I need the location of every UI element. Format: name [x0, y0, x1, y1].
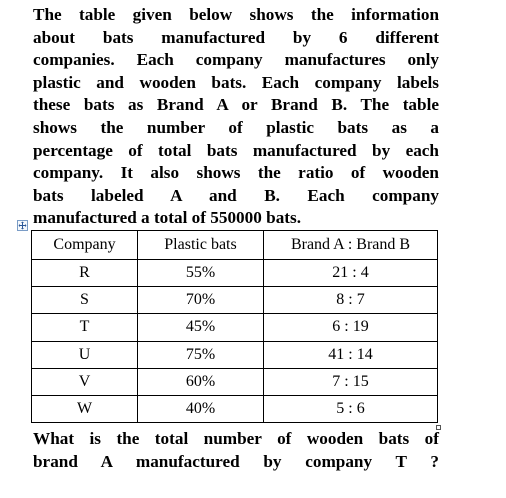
cell-plastic: 55%: [138, 260, 264, 287]
table-row: [32, 368, 438, 395]
table-row: [32, 287, 438, 314]
header-company: Company: [32, 231, 138, 260]
cell-plastic: 75%: [138, 341, 264, 368]
intro-line-1: The table given below shows the information: [33, 5, 439, 24]
cell-company: T: [32, 314, 138, 341]
cell-ratio: 6 : 19: [264, 314, 438, 341]
cell-company: R: [32, 260, 138, 287]
intro-line-4: plastic and wooden bats. Each company labels: [33, 72, 439, 92]
cell-company: S: [32, 287, 138, 314]
cell-ratio: 8 : 7: [264, 287, 438, 314]
cell-company: U: [32, 341, 138, 368]
table-row: [32, 395, 438, 422]
cell-ratio: 7 : 15: [264, 368, 438, 395]
cell-ratio: 5 : 6: [264, 395, 438, 422]
question-line-1: What is the total number of wooden bats of: [33, 429, 439, 448]
question-line-2: brand A manufactured by company T ?: [33, 452, 439, 471]
cell-plastic: 40%: [138, 395, 264, 422]
cell-ratio: 41 : 14: [264, 341, 438, 368]
cell-plastic: 45%: [138, 314, 264, 341]
table-row: [32, 341, 438, 368]
question-paragraph: [33, 427, 439, 473]
cell-company: W: [32, 395, 138, 422]
table-header-row: [32, 231, 438, 260]
bats-table: [31, 230, 438, 423]
cell-plastic: 60%: [138, 368, 264, 395]
cell-company: V: [32, 368, 138, 395]
table-row: [32, 314, 438, 341]
intro-line-9: bats labeled A and B. Each company: [33, 185, 439, 205]
move-arrows-icon[interactable]: [17, 220, 28, 231]
cell-plastic: 70%: [138, 287, 264, 314]
intro-line-5: these bats as Brand A or Brand B. The table: [33, 95, 439, 115]
intro-line-8: company. It also shows the ratio of wooden: [33, 163, 439, 183]
intro-paragraph: [33, 4, 439, 230]
header-brand-ratio: Brand A : Brand B: [264, 231, 438, 260]
intro-line-10: manufactured a total of 550000 bats.: [33, 208, 301, 228]
cell-ratio: 21 : 4: [264, 260, 438, 287]
intro-line-2: about bats manufactured by 6 different: [33, 27, 439, 47]
intro-line-7: percentage of total bats manufactured by each: [33, 140, 439, 160]
intro-line-3: companies. Each company manufactures only: [33, 50, 439, 70]
intro-line-6: shows the number of plastic bats as a: [33, 117, 439, 137]
table-row: [32, 260, 438, 287]
header-plastic-bats: Plastic bats: [138, 231, 264, 260]
